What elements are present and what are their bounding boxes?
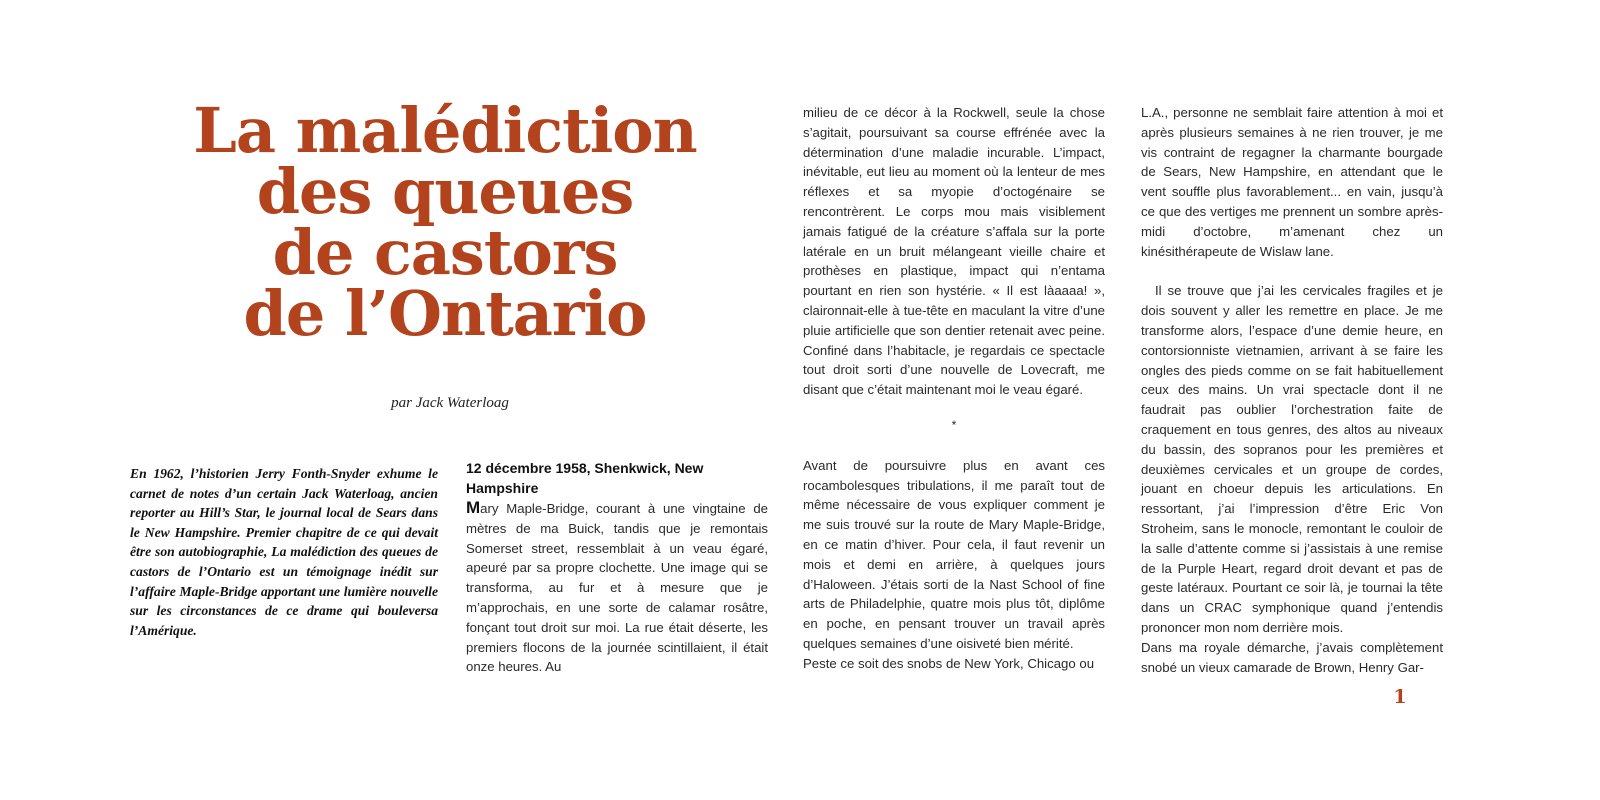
intro-paragraph: En 1962, l’historien Jerry Fonth-Snyder exhume le carnet de notes d’un certain Jack Waterloag, ancien reporter au Hill’s Star, le journal local de Sears dans le New Hampshire. Premier chapitre de ce qui devait être son autobiographie, La malédiction des queues de castors de l’Ontario est un témoignage inédit sur l’affaire Maple-Bridge apportant une lumière nouvelle sur les circonstances de ce drame qui bouleversa l’Amérique.	[130, 466, 438, 638]
text-column-3	[1141, 103, 1443, 677]
title-line: de castors	[272, 216, 618, 289]
body-paragraph: Dans ma royale démarche, j’avais complètement snobé un vieux camarade de Brown, Henry Gar-	[1141, 639, 1443, 675]
body-paragraph	[466, 498, 768, 677]
body-paragraph: Il se trouve que j’ai les cervicales fragiles et je dois souvent y aller les remettre en place. Je me transforme alors, l’espace d’une demie heure, en contorsionniste vietnamien, arrivant à se faire les ongles des pieds comme on se fait habituellement ceux des mains. Un vrai spectacle dont il ne faudrait pas oublier l’orchestration faite de craquement en tous genres, des altos au niveaux du bassin, des sopranos pour les premières et deuxièmes cervicales et un groupe de cordes, jouant en choeur depuis les articulations. En ressortant, j’ai l’impression d’être Eric Von Stroheim, sans le monocle, remontant le couloir de la salle d’attente comme si j’assistais à une remise de la Purple Heart, regard droit devant et pas de geste latéraux. Pourtant ce soir là, je tournai la tête dans un CRAC symphonique quand j’entendis prononcer mon nom derrière mois.	[1141, 283, 1443, 635]
text-column-2	[803, 103, 1105, 674]
article-title	[130, 94, 760, 350]
title-line: des queues	[256, 155, 634, 228]
text-column-1	[466, 458, 768, 677]
title-line: de l’Ontario	[243, 277, 647, 350]
section-heading: 12 décembre 1958, Shenkwick, New Hampshire	[466, 460, 704, 496]
body-paragraph: L.A., personne ne semblait faire attention à moi et après plusieurs semaines à ne rien trouver, je me vis contraint de regagner la charmante bourgade de Sears, New Hampshire, en attendant que le vent souffle plus favorablement... en vain, jusqu’à ce que des vertiges me prennent un sombre après-midi d’octobre, m’amenant chez un kinésithérapeute de Wislaw lane.	[1141, 105, 1443, 259]
title-line: La malédiction	[193, 94, 697, 167]
author-byline: par Jack Waterloag	[391, 395, 509, 411]
body-text: ary Maple-Bridge, courant à une vingtaine de mètres de ma Buick, tandis que je remontais Somerset street, ressemblait à un veau égaré, apeuré par sa propre clochette. Une image qui se transforma, au fur et à mesure que je m’approchais, en une sorte de calamar rosâtre, fonçant tout droit sur moi. La rue était déserte, les premiers flocons de la journée scintillaient, il était onze heures. Au	[466, 501, 768, 675]
body-paragraph: Avant de poursuivre plus en avant ces rocambolesques tribulations, il me paraît tout de même nécessaire de vous expliquer comment je me suis trouvé sur la route de Mary Maple-Bridge, en ce matin d’hiver. Pour cela, il faut revenir un mois et demi en arrière, à quelques jours d’Haloween. J’étais sorti de la Nast School of fine arts de Philadelphie, quatre mois plus tôt, diplôme en poche, en pensant trouver un travail après quelques semaines d’une oisiveté bien mérité.	[803, 457, 1105, 651]
body-paragraph: Peste ce soit des snobs de New York, Chicago ou	[803, 655, 1095, 671]
section-separator: *	[951, 417, 957, 432]
page-number: 1	[1393, 686, 1407, 708]
body-paragraph: milieu de ce décor à la Rockwell, seule la chose s’agitait, poursuivant sa course effrénée avec la détermination d’une maladie incurable. L’impact, inévitable, eut lieu au moment où la lenteur de mes réflexes et sa myopie d’octogénaire se rencontrèrent. Le corps mou mais visiblement jamais fatigué de la créature s’affala sur la porte latérale en un bruit mélangeant vieille chaire et prothèses en plastique, impact qui n’entama pourtant en rien son hystérie. « Il est làaaaa! », claironnait-elle à tue-tête en maculant la vitre d’une pluie artificielle que son dentier retenait avec peine. Confiné dans l’habitacle, je regardais ce spectacle tout droit sorti d’une nouvelle de Lovecraft, me disant que c’était maintenant moi le veau égaré.	[803, 105, 1105, 398]
drop-cap: M	[466, 498, 481, 517]
